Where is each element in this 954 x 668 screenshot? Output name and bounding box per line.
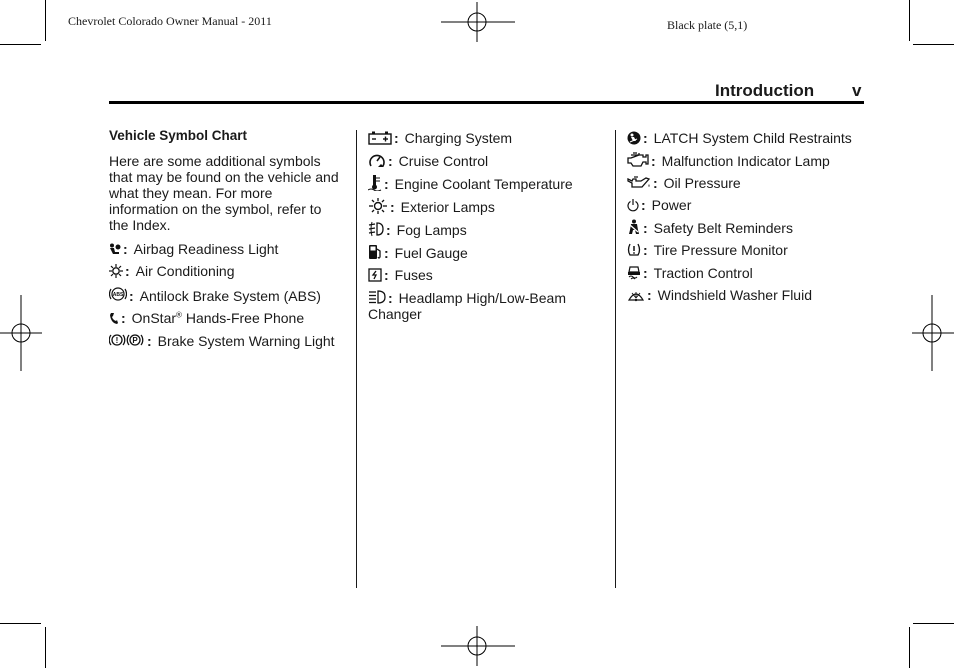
oil-can-icon [627,176,651,190]
symbol-label: Traction Control [653,265,753,281]
symbol-entry: : Headlamp High/Low-Beam Changer [368,290,566,322]
seat-belt-icon [627,219,641,235]
symbol-entry: : Fuses [368,267,608,283]
column-divider-1 [356,130,357,588]
tire-pressure-icon [627,243,641,257]
symbol-entry: : Fog Lamps [368,221,608,238]
traction-control-icon [627,264,641,280]
column-1 [109,128,344,355]
symbol-label: Windshield Washer Fluid [657,287,812,303]
symbol-label: Cruise Control [398,153,489,169]
plate-label: Black plate (5,1) [667,18,748,32]
abs-icon [109,285,127,303]
symbol-entry: : Safety Belt Reminders [627,219,863,236]
symbol-label: Charging System [404,130,513,146]
symbol-entry: : Cruise Control [368,152,608,169]
column-3 [627,130,863,309]
symbol-label: Headlamp High/Low-Beam Changer [368,290,566,322]
symbol-label: Antilock Brake System (ABS) [139,288,321,304]
intro-paragraph: Here are some additional symbols that may be found on the vehicle and what they mean. For more information on the symbol, refer to the Index. [109,153,339,233]
phone-icon [109,312,119,325]
engine-malfunction-icon [627,152,649,168]
symbol-label: Fog Lamps [396,222,467,238]
column-2 [368,130,608,328]
svg-text:P: P [132,336,138,345]
power-icon [627,198,639,212]
headlamp-beam-icon [368,289,386,305]
battery-icon [368,131,392,145]
symbol-entry: : Charging System [368,130,608,146]
symbol-label: Tire Pressure Monitor [653,242,788,258]
fuses-icon [368,268,382,282]
cruise-control-icon [368,152,386,168]
symbol-entry: ABS : Antilock Brake System (ABS) [109,285,344,304]
symbol-label: Power [651,197,692,213]
washer-fluid-icon [627,288,645,302]
section-title: Introduction [715,81,815,100]
chart-heading: Vehicle Symbol Chart [109,128,248,143]
symbol-label: Brake System Warning Light [157,333,335,349]
fog-lamps-icon [368,221,384,237]
symbol-entry: : Airbag Readiness Light [109,241,344,257]
airbag-readiness-icon [109,243,121,256]
symbol-entry: ! P : Brake System Warning Light [109,332,344,349]
latch-child-restraint-icon [627,131,641,145]
symbol-label: Fuses [394,267,433,283]
symbol-entry: : Fuel Gauge [368,244,608,261]
symbol-label: Airbag Readiness Light [133,241,279,257]
air-conditioning-icon [109,264,123,278]
registration-mark-left [0,295,42,371]
exterior-lamps-icon [368,198,388,214]
symbol-entry: : Air Conditioning [109,263,344,279]
symbol-entry: : Exterior Lamps [368,198,608,215]
symbol-entry: : OnStar® Hands-Free Phone [109,310,344,326]
symbol-entry: : Oil Pressure [627,175,863,191]
symbol-entry: : Malfunction Indicator Lamp [627,152,863,169]
coolant-temp-icon [368,175,382,191]
symbol-label: Oil Pressure [663,175,741,191]
symbol-label: Engine Coolant Temperature [394,176,573,192]
svg-text:!: ! [115,336,119,345]
symbol-entry: : Tire Pressure Monitor [627,242,863,258]
fuel-gauge-icon [368,244,382,260]
registration-mark-top [441,2,515,42]
symbol-label: Air Conditioning [135,263,235,279]
symbol-entry: : Engine Coolant Temperature [368,175,608,192]
brake-warning-icon [109,332,145,348]
symbol-label: OnStar® Hands-Free Phone [131,310,305,326]
registration-mark-right [912,295,954,371]
manual-title: Chevrolet Colorado Owner Manual - 2011 [68,14,272,28]
symbol-label: Malfunction Indicator Lamp [661,153,830,169]
symbol-entry: : Windshield Washer Fluid [627,287,863,303]
symbol-label: Fuel Gauge [394,245,468,261]
header-rule [109,101,864,104]
symbol-entry: : Power [627,197,863,213]
symbol-entry: : Traction Control [627,264,863,281]
registration-mark-bottom [441,626,515,666]
symbol-label: LATCH System Child Restraints [653,130,852,146]
svg-text:ABS: ABS [112,292,124,298]
symbol-label: Exterior Lamps [400,199,495,215]
symbol-entry: : LATCH System Child Restraints [627,130,863,146]
page-number: v [852,81,862,100]
symbol-label: Safety Belt Reminders [653,220,793,236]
column-divider-2 [615,130,616,588]
